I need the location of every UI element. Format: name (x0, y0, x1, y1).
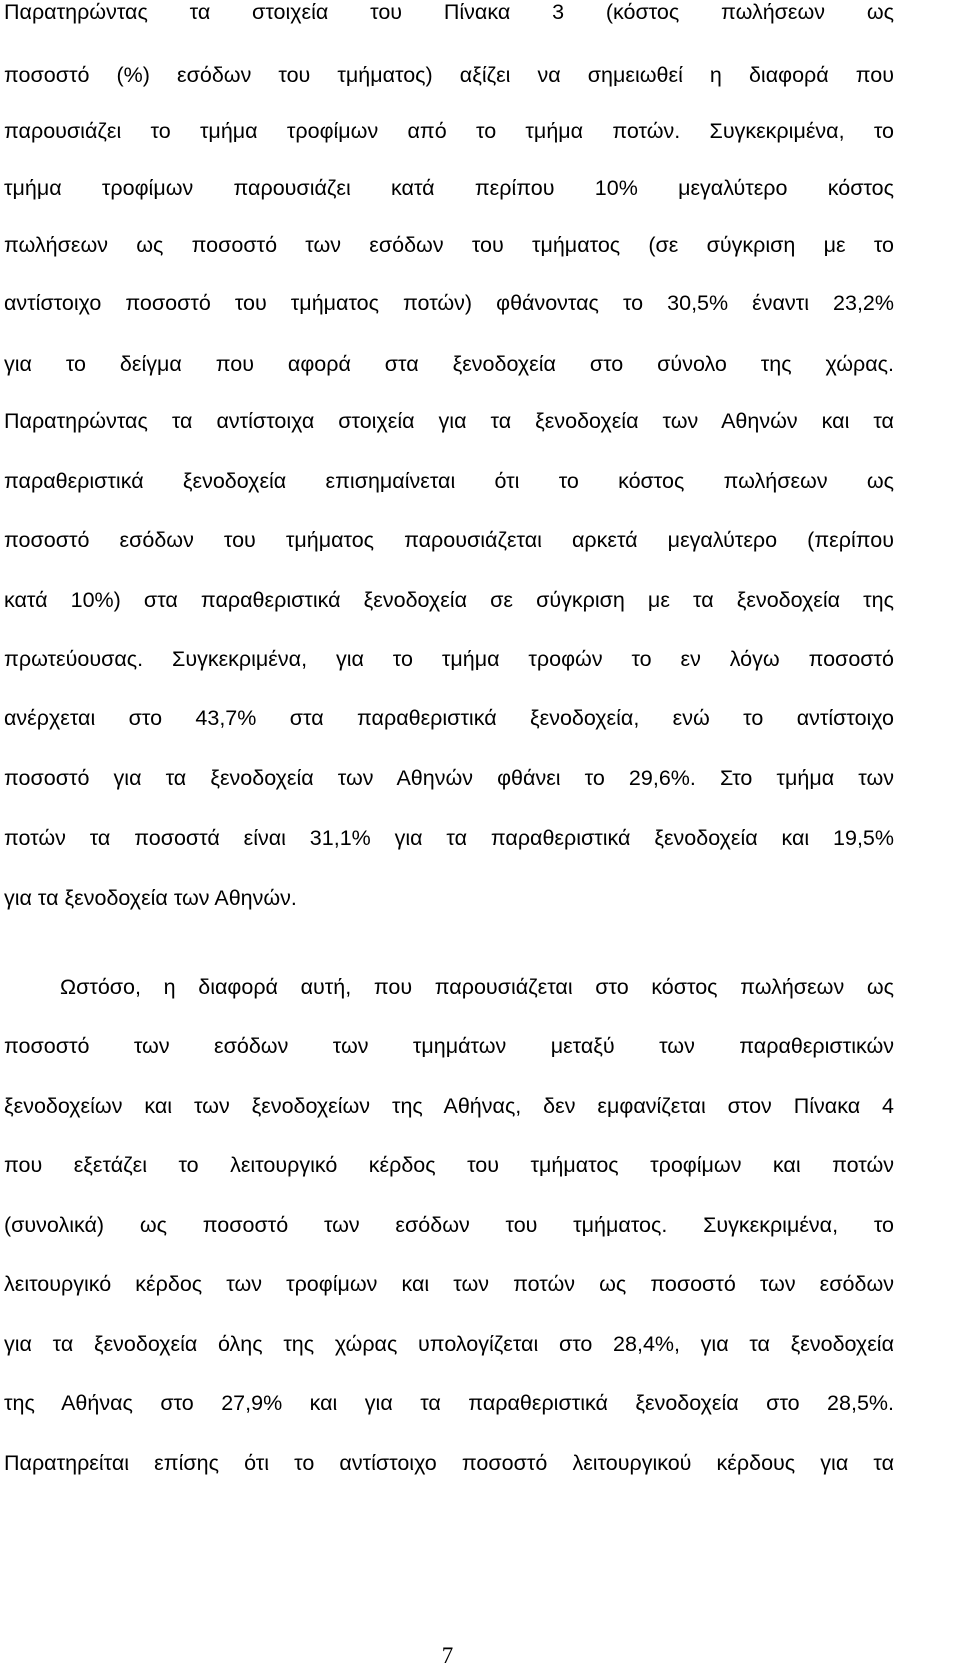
text-line: πρωτεύουσας. Συγκεκριμένα, για το τμήμα τροφών το εν λόγω ποσοστό (4, 647, 894, 671)
text-line: Παρατηρώντας τα αντίστοιχα στοιχεία για τα ξενοδοχεία των Αθηνών και τα (4, 409, 894, 433)
text-line: ποτών τα ποσοστά είναι 31,1% για τα παραθεριστικά ξενοδοχεία και 19,5% (4, 826, 894, 850)
text-line: για τα ξενοδοχεία όλης της χώρας υπολογίζεται στο 28,4%, για τα ξενοδοχεία (4, 1332, 894, 1356)
text-line: παραθεριστικά ξενοδοχεία επισημαίνεται ότι το κόστος πωλήσεων ως (4, 469, 894, 493)
text-line: ξενοδοχείων και των ξενοδοχείων της Αθήνας, δεν εμφανίζεται στον Πίνακα 4 (4, 1094, 894, 1118)
text-line: κατά 10%) στα παραθεριστικά ξενοδοχεία σε σύγκριση με τα ξενοδοχεία της (4, 588, 894, 612)
text-line: που εξετάζει το λειτουργικό κέρδος του τμήματος τροφίμων και ποτών (4, 1153, 894, 1177)
text-line: ποσοστό (%) εσόδων του τμήματος) αξίζει να σημειωθεί η διαφορά που (4, 63, 894, 87)
text-line: Ωστόσο, η διαφορά αυτή, που παρουσιάζεται στο κόστος πωλήσεων ως (60, 975, 894, 999)
text-line: πωλήσεων ως ποσοστό των εσόδων του τμήματος (σε σύγκριση με το (4, 233, 894, 257)
text-line: Παρατηρώντας τα στοιχεία του Πίνακα 3 (κόστος πωλήσεων ως (4, 0, 894, 24)
text-line: αντίστοιχο ποσοστό του τμήματος ποτών) φθάνοντας το 30,5% έναντι 23,2% (4, 291, 894, 315)
page-number: 7 (441, 1643, 454, 1668)
text-line: λειτουργικό κέρδος των τροφίμων και των ποτών ως ποσοστό των εσόδων (4, 1272, 894, 1296)
text-line: ποσοστό εσόδων του τμήματος παρουσιάζεται αρκετά μεγαλύτερο (περίπου (4, 528, 894, 552)
text-line: ποσοστό για τα ξενοδοχεία των Αθηνών φθάνει το 29,6%. Στο τμήμα των (4, 766, 894, 790)
text-line: ανέρχεται στο 43,7% στα παραθεριστικά ξενοδοχεία, ενώ το αντίστοιχο (4, 706, 894, 730)
text-line: τμήμα τροφίμων παρουσιάζει κατά περίπου 10% μεγαλύτερο κόστος (4, 176, 894, 200)
text-line: της Αθήνας στο 27,9% και για τα παραθεριστικά ξενοδοχεία στο 28,5%. (4, 1391, 894, 1415)
text-line: για τα ξενοδοχεία των Αθηνών. (4, 886, 297, 910)
text-line: Παρατηρείται επίσης ότι το αντίστοιχο ποσοστό λειτουργικού κέρδους για τα (4, 1451, 894, 1475)
text-line: (συνολικά) ως ποσοστό των εσόδων του τμήματος. Συγκεκριμένα, το (4, 1213, 894, 1237)
text-line: ποσοστό των εσόδων των τμημάτων μεταξύ των παραθεριστικών (4, 1034, 894, 1058)
text-line: παρουσιάζει το τμήμα τροφίμων από το τμήμα ποτών. Συγκεκριμένα, το (4, 119, 894, 143)
text-line: για το δείγμα που αφορά στα ξενοδοχεία στο σύνολο της χώρας. (4, 352, 894, 376)
